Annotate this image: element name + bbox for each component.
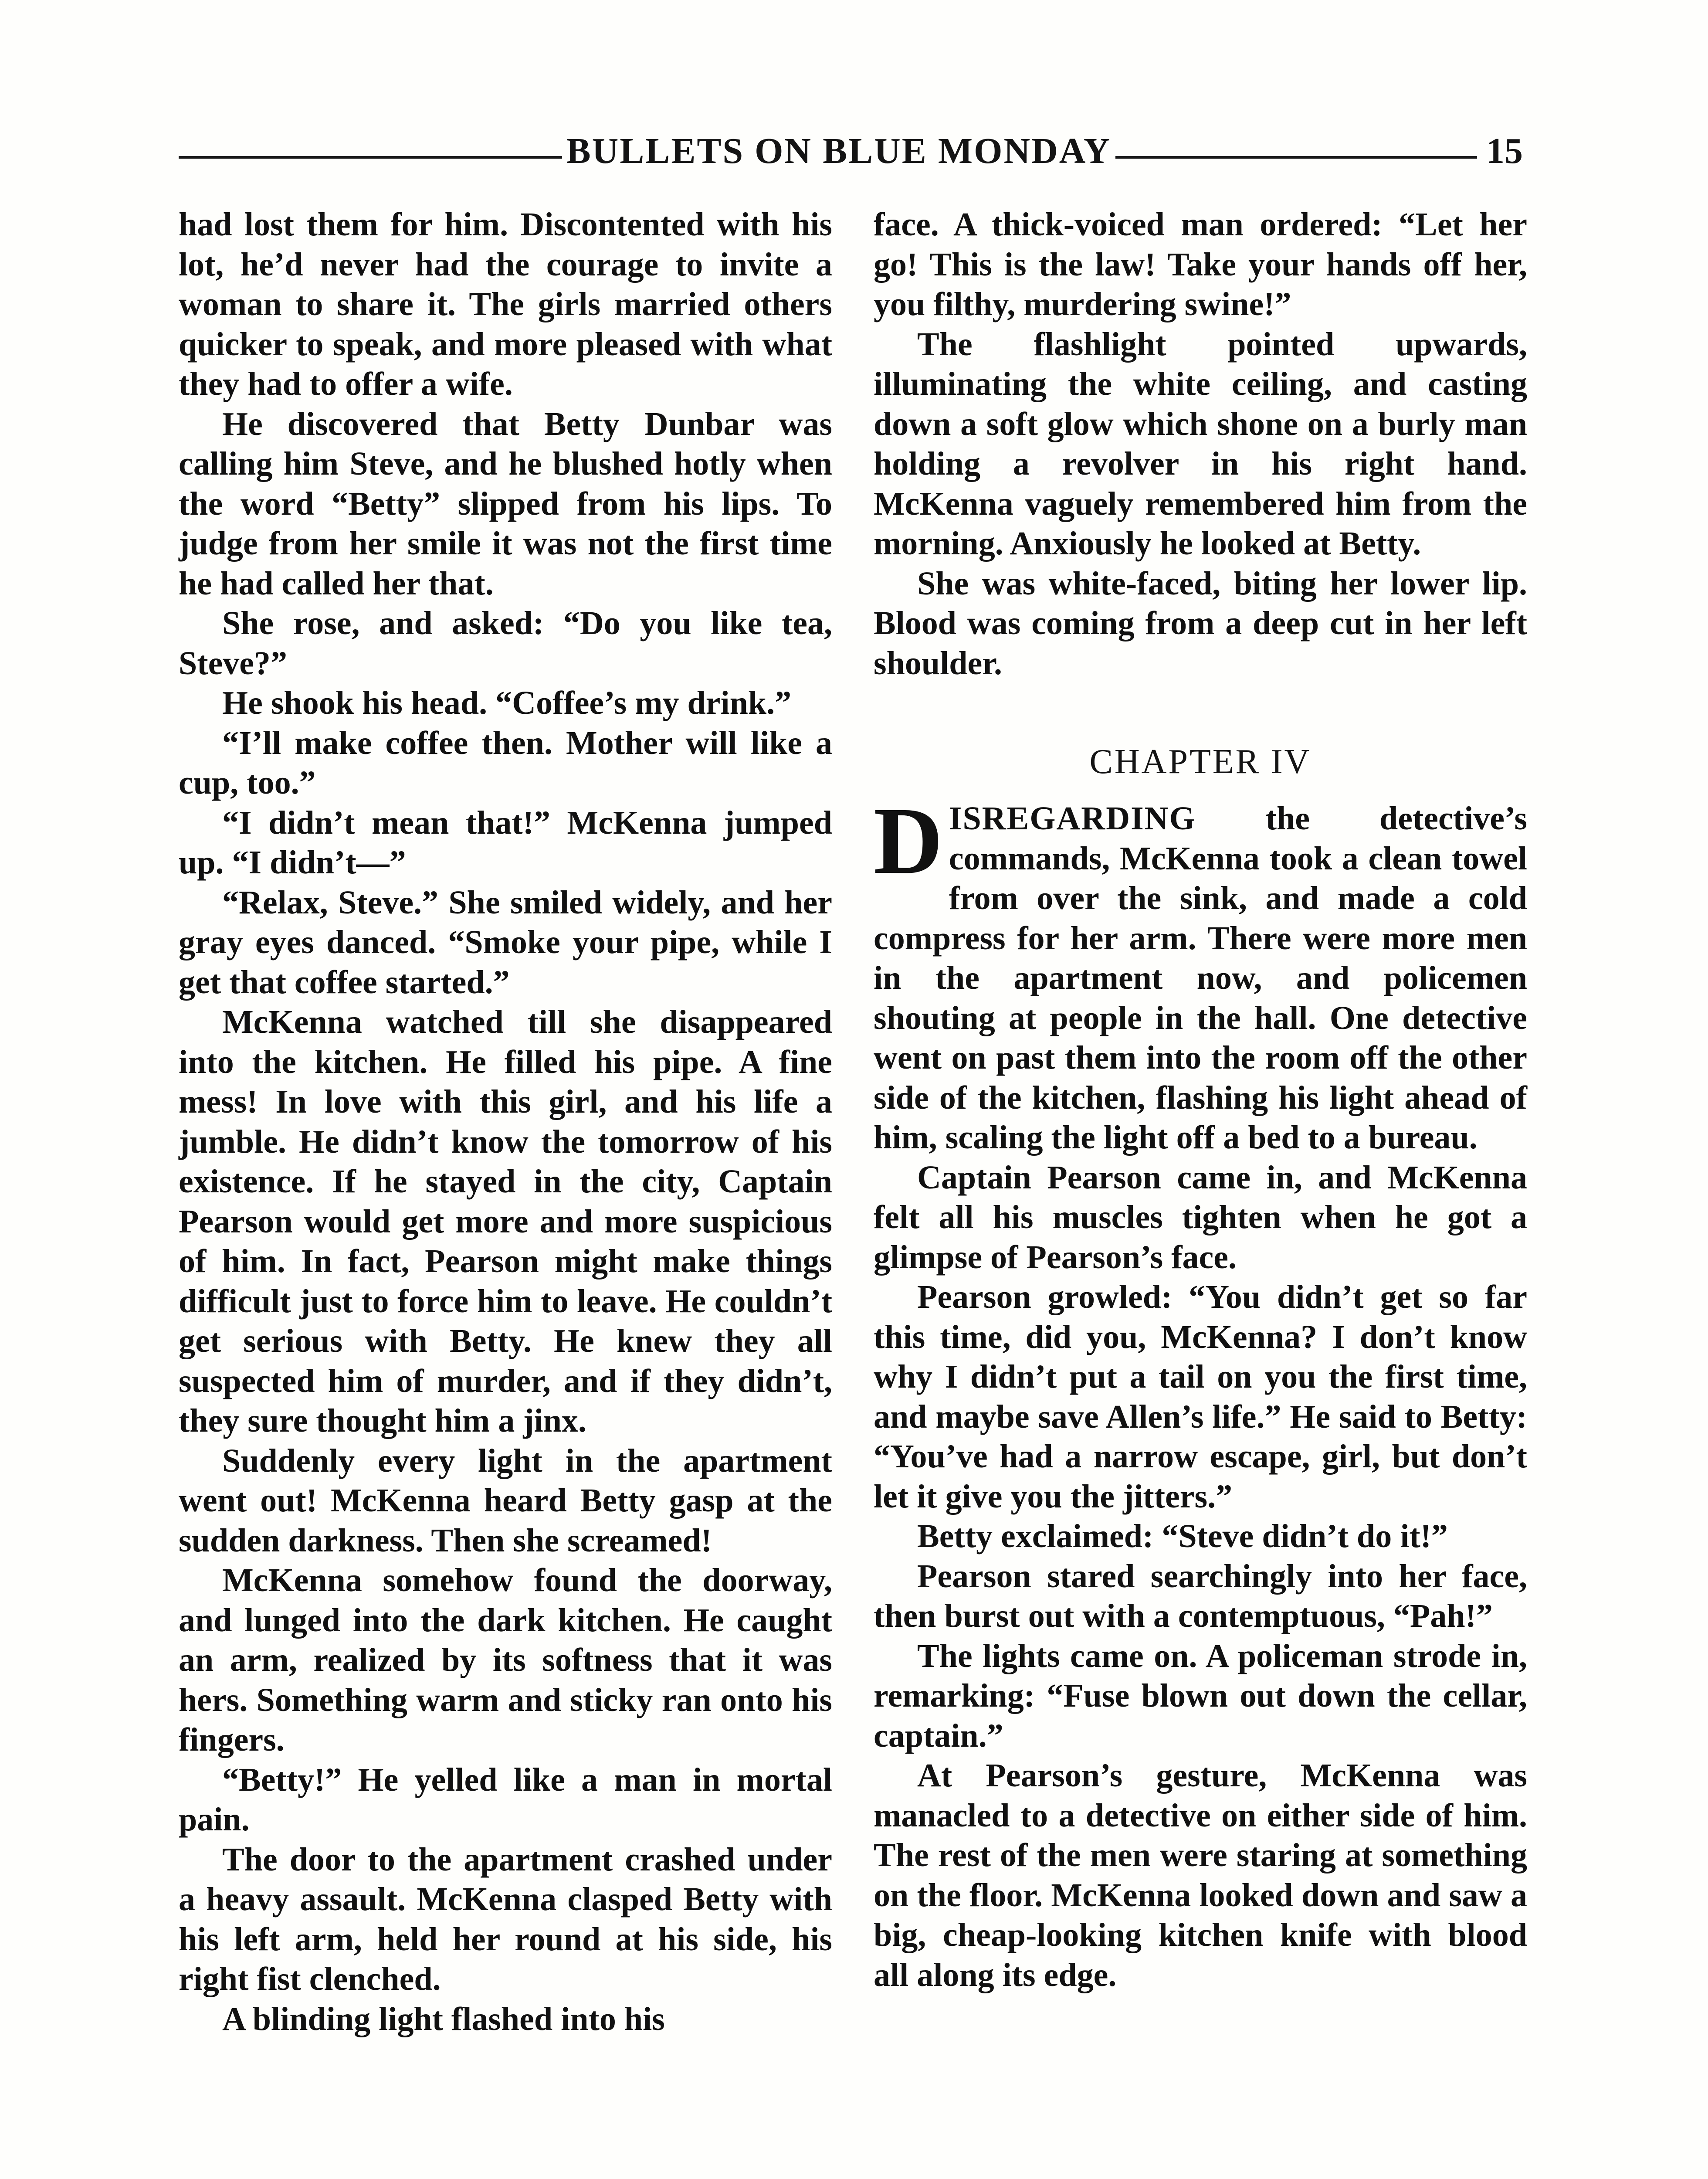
paragraph: had lost them for him. Discontented with his lot, he’d never had the courage to invite a woman to share it. The girls married others quicker to speak, and more pleased with what they had to offer a wife. (179, 206, 832, 402)
header-rule-left (179, 156, 562, 159)
paragraph: A blinding light flashed into his (222, 2000, 665, 2037)
paragraph: He discovered that Betty Dunbar was calling him Steve, and he blushed hotly when the word “Betty” slipped from his lips. To judge from her smile it was not the first time he had called her that. (179, 405, 832, 602)
paragraph: McKenna watched till she disappeared into the kitchen. He filled his pipe. A fine mess! In love with this girl, and his life a jumble. He didn’t know the tomorrow of his existence. If he stayed in the city, Captain Pearson would get more and more suspicious of him. In fact, Pearson might make things difficult just to force him to leave. He couldn’t get serious with Betty. He knew they all suspected him of murder, and if they didn’t, they sure thought him a jinx. (179, 1004, 832, 1439)
paragraph: “I didn’t mean that!” McKenna jumped up. “I didn’t—” (179, 804, 832, 881)
paragraph: The door to the apartment crashed under a heavy assault. McKenna clasped Betty with his left arm, held her round at his side, his right fist clenched. (179, 1841, 832, 1997)
paragraph: Betty exclaimed: “Steve didn’t do it!” (917, 1518, 1448, 1554)
paragraph: McKenna somehow found the doorway, and lunged into the dark kitchen. He caught an arm, realized by its softness that it was hers. Something warm and sticky ran onto his fingers. (179, 1562, 832, 1758)
page-number: 15 (1486, 131, 1523, 171)
drop-cap-opening-word: ISREGARDING (949, 800, 1196, 837)
left-column (179, 205, 832, 2039)
paragraph: Suddenly every light in the apartment went out! McKenna heard Betty gasp at the sudden darkness. Then she screamed! (179, 1442, 832, 1559)
paragraph: “I’ll make coffee then. Mother will like a cup, too.” (179, 724, 832, 801)
paragraph: She was white-faced, biting her lower lip. Blood was coming from a deep cut in her left shoulder. (874, 565, 1527, 682)
paragraph: face. A thick-voiced man ordered: “Let her go! This is the law! Take your hands off her, you filthy, murdering swine!” (874, 206, 1527, 322)
running-head-title: BULLETS ON BLUE MONDAY (566, 131, 1112, 171)
paragraph: Captain Pearson came in, and McKenna felt all his muscles tighten when he got a glimpse of Pearson’s face. (874, 1159, 1527, 1276)
chapter-heading: CHAPTER IV (1089, 743, 1312, 781)
paragraph: Pearson growled: “You didn’t get so far this time, did you, McKenna? I don’t know why I didn’t put a tail on you the first time, and maybe save Allen’s life.” He said to Betty: “You’ve had a narrow escape, girl, but don’t let it give you the jitters.” (874, 1279, 1527, 1515)
paragraph: The flashlight pointed upwards, illuminating the white ceiling, and casting down a soft glow which shone on a burly man holding a revolver in his right hand. McKenna vaguely remembered him from the morning. Anxiously he looked at Betty. (874, 326, 1527, 562)
running-head (179, 112, 1523, 178)
header-rule-right (1115, 156, 1477, 159)
paragraph: “Betty!” He yelled like a man in mortal pain. (179, 1761, 832, 1838)
drop-cap: D (874, 787, 943, 894)
right-column (874, 205, 1527, 1995)
paragraph: “Relax, Steve.” She smiled widely, and her gray eyes danced. “Smoke your pipe, while I get that coffee started.” (179, 884, 832, 1001)
paragraph: The lights came on. A policeman strode in, remarking: “Fuse blown out down the cellar, captain.” (874, 1637, 1527, 1754)
paragraph: Pearson stared searchingly into her face, then burst out with a contemptuous, “Pah!” (874, 1558, 1527, 1634)
chapter-opening-paragraph (874, 787, 1527, 1158)
paragraph: She rose, and asked: “Do you like tea, Steve?” (179, 605, 832, 682)
opening-paragraph-text: the detective’s commands, McKenna took a clean towel from over the sink, and made a cold compress for her arm. There were more men in the apartment now, and policemen shouting at people in the hall. One detective went on past them into the room off the other side of the kitchen, flashing his light ahead of him, scaling the light off a bed to a bureau. (874, 800, 1527, 1156)
paragraph: At Pearson’s gesture, McKenna was manacled to a detective on either side of him. The rest of the men were staring at something on the floor. McKenna looked down and saw a big, cheap-looking kitchen knife with blood all along its edge. (874, 1757, 1527, 1993)
paragraph: He shook his head. “Coffee’s my drink.” (222, 685, 792, 721)
